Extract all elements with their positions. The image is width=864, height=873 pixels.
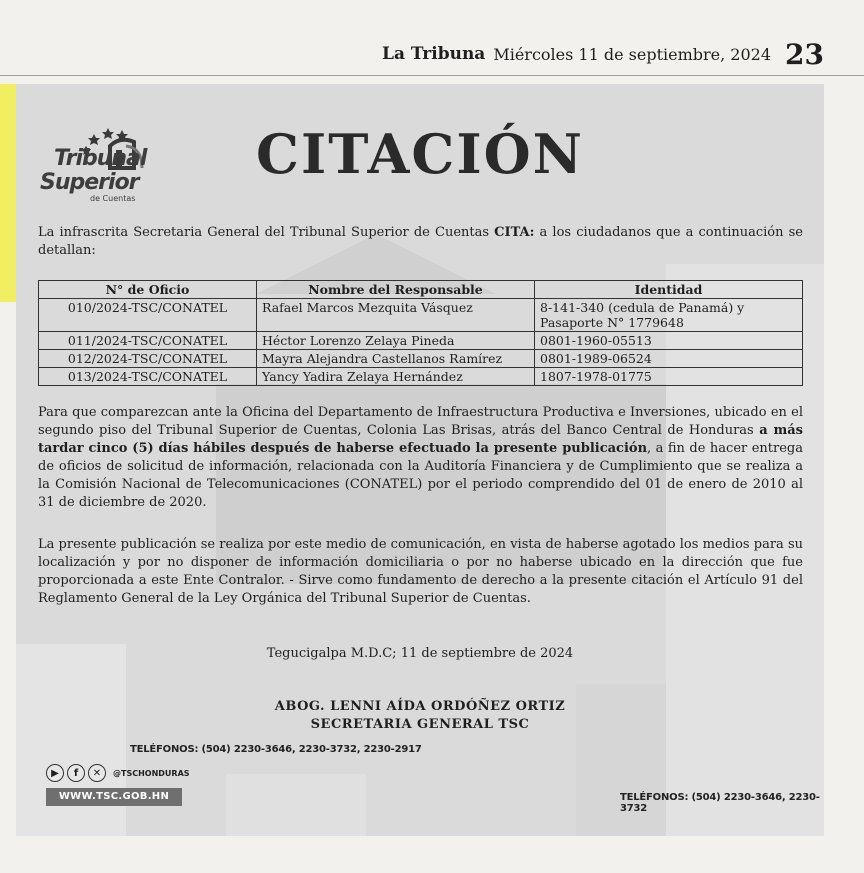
citation-table (38, 280, 803, 386)
header-rule (0, 75, 864, 76)
appearance-paragraph: Para que comparezcan ante la Oficina del Departamento de Infraestructura Productiva e Inversiones, ubicado en el segundo piso del Tribunal Superior de Cuentas, Colonia Las Brisas, atrás del Banco Central de Honduras a más tardar cinco (5) días hábiles después de haberse efectuado la presente publicación, a fin de hacer entrega de oficios de solicitud de información, relacionada con la Auditoría Financiera y de Cumplimiento que se realiza a la Comisión Nacional de Telecomunicaciones (CONATEL) por el periodo comprendido del 01 de enero de 2010 al 31 de diciembre de 2020. (38, 405, 803, 510)
citation-notice (16, 84, 824, 836)
legal-basis-paragraph: La presente publicación se realiza por este medio de comunicación, en vista de haberse agotado los medios para su localización y por no disponer de información domiciliaria o por no haberse ubicado en la dirección que fue proporcionada a este Ente Contralor. - Sirve como fundamento de derecho a la presente citación el Artículo 91 del Reglamento General de la Ley Orgánica del Tribunal Superior de Cuentas. (38, 537, 803, 606)
logo-text-de-cuentas: de Cuentas (90, 194, 136, 203)
youtube-icon[interactable]: ▶ (46, 764, 64, 782)
cell-oficio: 013/2024-TSC/CONATEL (39, 368, 257, 386)
social-links (46, 764, 190, 782)
cell-nombre: Yancy Yadira Zelaya Hernández (257, 368, 535, 386)
table-header-row (39, 281, 803, 299)
table-row (39, 368, 803, 386)
table-row (39, 299, 803, 332)
cell-identidad: 0801-1960-05513 (535, 332, 803, 350)
place-and-date: Tegucigalpa M.D.C; 11 de septiembre de 2024 (266, 646, 574, 661)
cell-oficio: 010/2024-TSC/CONATEL (39, 299, 257, 332)
header-oficio: N° de Oficio (39, 281, 257, 299)
phone-numbers-left: TELÉFONOS: (504) 2230-3646, 2230-3732, 2230-2917 (130, 744, 422, 755)
signatory-role: SECRETARIA GENERAL TSC (310, 717, 530, 732)
cell-oficio: 011/2024-TSC/CONATEL (39, 332, 257, 350)
social-handle[interactable]: @TSCHONDURAS (113, 768, 190, 778)
cell-nombre: Héctor Lorenzo Zelaya Pineda (257, 332, 535, 350)
intro-paragraph: La infrascrita Secretaria General del Tribunal Superior de Cuentas CITA: a los ciudadanos que a continuación se detallan: (38, 225, 803, 258)
cell-identidad: 8-141-340 (cedula de Panamá) y Pasaporte N° 1779648 (535, 299, 803, 332)
table-row (39, 350, 803, 368)
cell-identidad: 0801-1989-06524 (535, 350, 803, 368)
page-number: 23 (785, 37, 824, 71)
website-link[interactable]: WWW.TSC.GOB.HN (46, 788, 182, 806)
publication-date: Miércoles 11 de septiembre, 2024 (493, 44, 772, 64)
table-row (39, 332, 803, 350)
facebook-icon[interactable]: f (67, 764, 85, 782)
signatory-name: ABOG. LENNI AÍDA ORDÓÑEZ ORTIZ (274, 699, 566, 714)
newspaper-header (0, 34, 864, 74)
logo-text-tribunal: Tribunal (54, 146, 147, 171)
header-nombre: Nombre del Responsable (257, 281, 535, 299)
cell-identidad: 1807-1978-01775 (535, 368, 803, 386)
newspaper-name: La Tribuna (381, 44, 486, 64)
phone-numbers-right: TELÉFONOS: (504) 2230-3646, 2230-3732 (620, 792, 820, 814)
cell-nombre: Mayra Alejandra Castellanos Ramírez (257, 350, 535, 368)
header-identidad: Identidad (535, 281, 803, 299)
yellow-highlight-mark (0, 84, 16, 302)
notice-title: CITACIÓN (256, 122, 585, 186)
cell-oficio: 012/2024-TSC/CONATEL (39, 350, 257, 368)
cell-nombre: Rafael Marcos Mezquita Vásquez (257, 299, 535, 332)
x-icon[interactable]: ✕ (88, 764, 106, 782)
logo-text-superior: Superior (40, 170, 139, 195)
